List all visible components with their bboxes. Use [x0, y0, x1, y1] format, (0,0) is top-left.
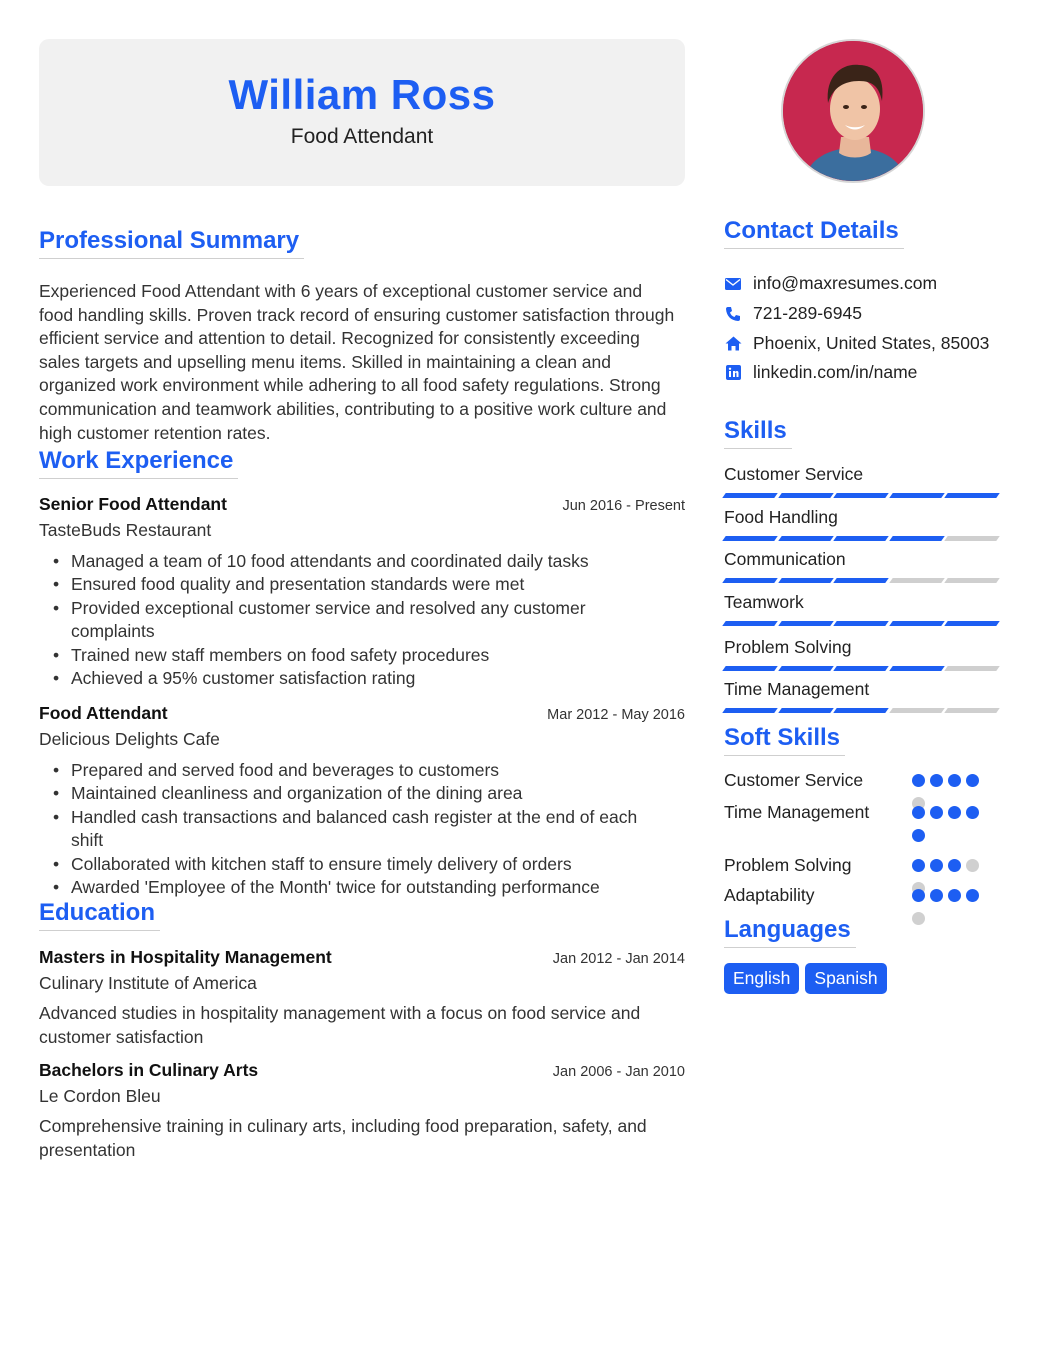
contact-phone-text: 721-289-6945	[753, 303, 862, 324]
skill-level-segment	[944, 666, 999, 671]
rating-dot	[912, 912, 925, 925]
home-icon	[724, 334, 742, 352]
education-heading: Education	[39, 899, 160, 931]
contact-email[interactable]	[724, 269, 989, 299]
rating-dot	[930, 806, 943, 819]
skill-item	[724, 507, 1000, 541]
skill-item	[724, 679, 1000, 713]
linkedin-icon	[724, 364, 742, 382]
rating-dot	[948, 774, 961, 787]
education-entry	[39, 1060, 685, 1162]
skill-level-segment	[944, 578, 999, 583]
candidate-name: William Ross	[228, 71, 496, 118]
contact-linkedin-text: linkedin.com/in/name	[753, 362, 918, 383]
soft-skill-name: Adaptability	[724, 885, 815, 905]
skill-level-segment	[778, 578, 833, 583]
soft-skill-name: Problem Solving	[724, 855, 852, 875]
job-date: Jun 2016 - Present	[562, 498, 685, 514]
skill-level-segment	[833, 621, 888, 626]
job-bullet: • Prepared and served food and beverages to customers	[53, 759, 665, 782]
skill-level-segment	[722, 621, 777, 626]
main-column	[39, 39, 685, 1160]
rating-dot	[948, 889, 961, 902]
summary-heading: Professional Summary	[39, 227, 304, 259]
degree-date: Jan 2012 - Jan 2014	[552, 951, 685, 967]
skill-level-segment	[833, 708, 888, 713]
skill-name: Time Management	[724, 679, 870, 699]
contact-heading: Contact Details	[724, 217, 904, 249]
job-company: TasteBuds Restaurant	[39, 520, 212, 540]
skill-level-segment	[944, 621, 999, 626]
work-heading: Work Experience	[39, 447, 238, 479]
rating-dot	[966, 806, 979, 819]
soft-skill-name: Customer Service	[724, 770, 864, 790]
envelope-icon	[724, 275, 742, 293]
rating-dot	[966, 859, 979, 872]
job-bullet: • Collaborated with kitchen staff to ensure timely delivery of orders	[53, 853, 665, 876]
skill-level-bar	[724, 708, 1000, 713]
skill-level-segment	[778, 536, 833, 541]
job-bullets	[39, 759, 685, 899]
school-name: Culinary Institute of America	[39, 973, 257, 993]
skill-item	[724, 637, 1000, 671]
job-bullet: • Awarded 'Employee of the Month' twice for outstanding performance	[53, 876, 665, 899]
rating-dot	[930, 774, 943, 787]
contact-address-text: Phoenix, United States, 85003	[753, 332, 990, 353]
rating-dot	[966, 774, 979, 787]
job-title: Food Attendant	[39, 703, 168, 723]
job-bullet: • Ensured food quality and presentation standards were met	[53, 573, 665, 596]
skill-level-bar	[724, 493, 1000, 498]
rating-dot	[912, 889, 925, 902]
skill-name: Teamwork	[724, 592, 804, 612]
degree-description: Advanced studies in hospitality management with a focus on food service and customer satisfaction	[39, 1003, 641, 1047]
rating-dot	[930, 889, 943, 902]
languages-list	[724, 963, 887, 994]
contact-list	[724, 269, 989, 388]
skill-level-segment	[944, 708, 999, 713]
job-bullet: • Managed a team of 10 food attendants and coordinated daily tasks	[53, 550, 665, 573]
soft-skills-heading: Soft Skills	[724, 724, 845, 756]
skill-item	[724, 464, 1000, 498]
language-badge: English	[724, 963, 799, 994]
soft-skill-rating	[912, 806, 992, 842]
skill-level-segment	[722, 708, 777, 713]
skill-level-segment	[944, 536, 999, 541]
rating-dot	[912, 806, 925, 819]
job-bullet: • Provided exceptional customer service and resolved any customer complaints	[53, 597, 665, 644]
skill-level-segment	[722, 536, 777, 541]
degree-title: Bachelors in Culinary Arts	[39, 1060, 259, 1080]
contact-linkedin[interactable]	[724, 358, 989, 388]
soft-skill-rating	[912, 774, 992, 810]
skill-level-segment	[778, 493, 833, 498]
skill-level-segment	[722, 493, 777, 498]
job-date: Mar 2012 - May 2016	[547, 707, 685, 723]
skill-item	[724, 549, 1000, 583]
job-bullet: • Trained new staff members on food safety procedures	[53, 644, 665, 667]
degree-description: Comprehensive training in culinary arts, including food preparation, safety, and presentation	[39, 1116, 647, 1160]
job-title: Senior Food Attendant	[39, 494, 227, 514]
contact-address	[724, 328, 989, 358]
skill-level-bar	[724, 536, 1000, 541]
degree-title: Masters in Hospitality Management	[39, 947, 332, 967]
rating-dot	[912, 774, 925, 787]
job-bullet: • Achieved a 95% customer satisfaction rating	[53, 667, 665, 690]
soft-skill-name: Time Management	[724, 802, 870, 822]
skill-level-segment	[889, 536, 944, 541]
phone-icon	[724, 305, 742, 323]
summary-text: Experienced Food Attendant with 6 years of exceptional customer service and food handling skills. Proven track record of ensuring customer satisfaction through efficient service and attention to detail. Recognized for consistently exceeding sales targets and upselling menu items. Skilled in maintaining a clean and organized work environment while adhering to all food safety regulations. Strong communication and teamwork abilities, contributing to a positive work culture and high customer retention rates.	[39, 281, 675, 443]
job-bullet: • Handled cash transactions and balanced cash register at the end of each shift	[53, 806, 665, 853]
header-card	[39, 39, 685, 186]
languages-heading: Languages	[724, 916, 856, 948]
skill-level-segment	[833, 578, 888, 583]
person-portrait-icon	[783, 41, 925, 183]
degree-date: Jan 2006 - Jan 2010	[552, 1064, 685, 1080]
soft-skill-rating	[912, 889, 992, 925]
skill-level-segment	[722, 578, 777, 583]
skill-level-segment	[889, 493, 944, 498]
skill-name: Problem Solving	[724, 637, 852, 657]
skill-level-segment	[833, 493, 888, 498]
job-bullets	[39, 550, 685, 690]
job-entry	[39, 703, 685, 899]
rating-dot	[930, 859, 943, 872]
skill-level-segment	[778, 666, 833, 671]
skill-level-segment	[889, 708, 944, 713]
skill-level-segment	[722, 666, 777, 671]
language-badge: Spanish	[805, 963, 886, 994]
skill-level-segment	[889, 621, 944, 626]
skill-item	[724, 592, 1000, 626]
rating-dot	[966, 889, 979, 902]
skill-level-segment	[889, 666, 944, 671]
skill-level-segment	[944, 493, 999, 498]
skill-level-segment	[889, 578, 944, 583]
skill-level-bar	[724, 578, 1000, 583]
job-bullet: • Maintained cleanliness and organization of the dining area	[53, 782, 665, 805]
skill-name: Customer Service	[724, 464, 864, 484]
rating-dot	[912, 859, 925, 872]
school-name: Le Cordon Bleu	[39, 1086, 161, 1106]
contact-email-text: info@maxresumes.com	[753, 273, 938, 294]
profile-photo	[781, 39, 925, 183]
skill-level-segment	[833, 666, 888, 671]
skills-heading: Skills	[724, 417, 792, 449]
contact-phone[interactable]	[724, 299, 989, 329]
candidate-role: Food Attendant	[290, 125, 434, 148]
job-entry	[39, 494, 685, 690]
education-entry	[39, 947, 685, 1049]
skill-level-bar	[724, 621, 1000, 626]
skill-level-segment	[778, 708, 833, 713]
skill-level-bar	[724, 666, 1000, 671]
rating-dot	[948, 806, 961, 819]
skill-level-segment	[778, 621, 833, 626]
job-company: Delicious Delights Cafe	[39, 729, 220, 749]
rating-dot	[912, 829, 925, 842]
skill-name: Food Handling	[724, 507, 838, 527]
rating-dot	[948, 859, 961, 872]
skill-name: Communication	[724, 549, 846, 569]
skill-level-segment	[833, 536, 888, 541]
